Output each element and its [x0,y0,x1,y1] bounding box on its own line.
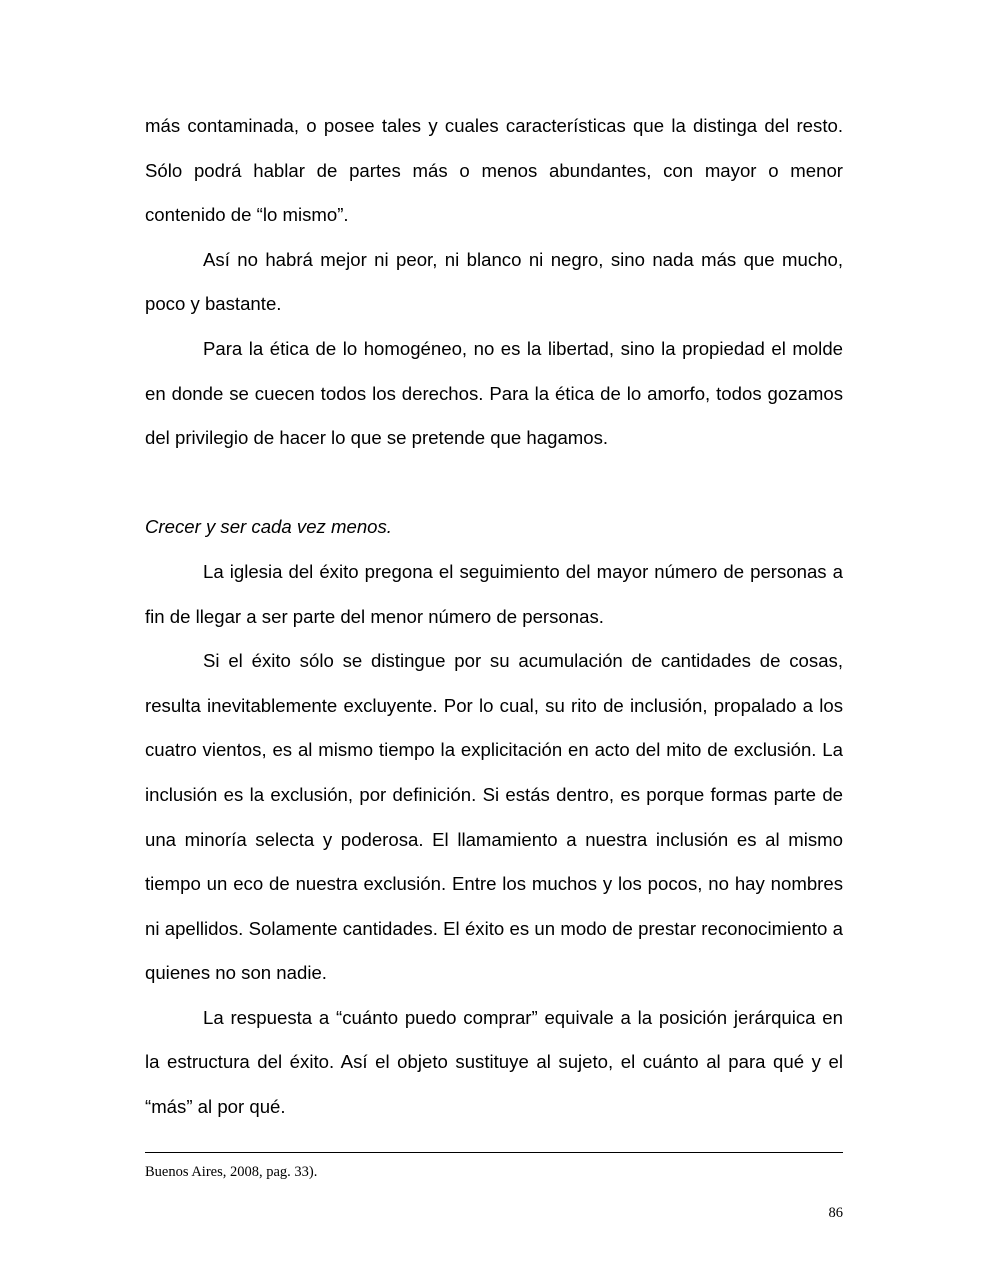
footnote-separator [145,1152,843,1153]
paragraph: Para la ética de lo homogéneo, no es la libertad, sino la propiedad el molde en donde se cuecen todos los derechos. Para la ética de lo amorfo, todos gozamos del privilegio de hacer lo que se pretende que hagamos. [145,337,843,449]
section-title: Crecer y ser cada vez menos. [145,516,392,538]
paragraph-continued: más contaminada, o posee tales y cuales características que la distinga del resto. Sólo podrá hablar de partes más o menos abundantes, con mayor o menor contenido de “lo mismo”. [145,115,843,226]
paragraph: Si el éxito sólo se distingue por su acumulación de cantidades de cosas, resulta inevitablemente excluyente. Por lo cual, su rito de inclusión, propalado a los cuatro vientos, es al mismo tiempo la explicitación en acto del mito de exclusión. La inclusión es la exclusión, por definición. Si estás dentro, es porque formas parte de una minoría selecta y poderosa. El llamamiento a nuestra inclusión es al mismo tiempo un eco de nuestra exclusión. Entre los muchos y los pocos, no hay nombres ni apellidos. Solamente cantidades. El éxito es un modo de prestar reconocimiento a quienes no son nadie. [145,650,843,984]
body-text [145,104,843,1130]
paragraph: La iglesia del éxito pregona el seguimiento del mayor número de personas a fin de llegar a ser parte del menor número de personas. [145,560,843,627]
paragraph: Así no habrá mejor ni peor, ni blanco ni negro, sino nada más que mucho, poco y bastante. [145,248,843,315]
paragraph: La respuesta a “cuánto puedo comprar” equivale a la posición jerárquica en la estructura del éxito. Así el objeto sustituye al sujeto, el cuánto al para qué y el “más” al por qué. [145,1006,843,1118]
section-spacer [145,461,843,506]
footnote: Buenos Aires, 2008, pag. 33). [145,1164,318,1180]
page-number: 86 [828,1205,843,1221]
